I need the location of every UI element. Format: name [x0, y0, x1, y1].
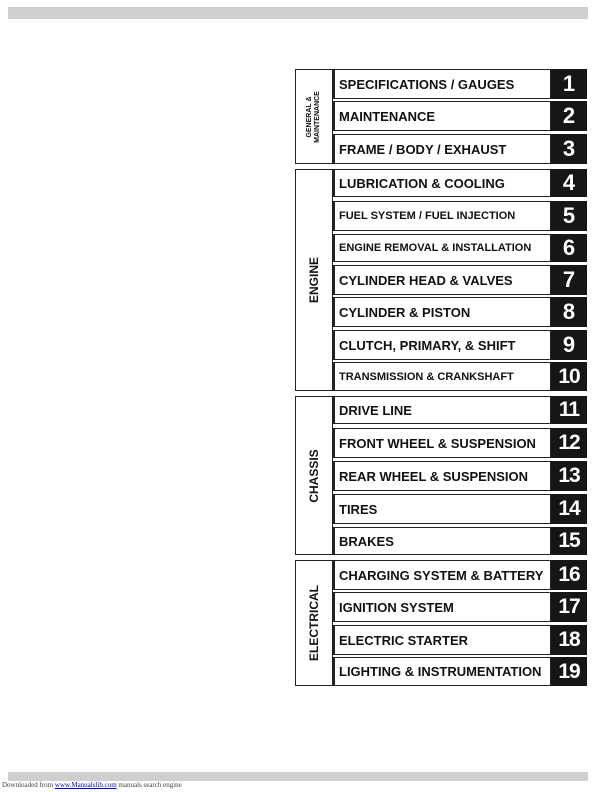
toc-row-5[interactable] [333, 201, 587, 231]
download-footer [2, 781, 182, 789]
toc-row-12[interactable] [333, 428, 587, 458]
chapter-title: SPECIFICATIONS / GAUGES [333, 69, 551, 99]
section-label-box [295, 169, 333, 391]
toc-row-17[interactable] [333, 592, 587, 622]
chapter-number-tab: 9 [551, 330, 587, 360]
toc-row-9[interactable] [333, 330, 587, 360]
toc-row-8[interactable] [333, 297, 587, 327]
chapter-title: FRAME / BODY / EXHAUST [333, 134, 551, 164]
chapter-title: ELECTRIC STARTER [333, 625, 551, 655]
chapter-number-tab: 19 [551, 657, 587, 686]
top-scan-bar [8, 7, 588, 19]
chapter-number-tab: 2 [551, 101, 587, 131]
section-chassis [295, 396, 587, 555]
toc-row-11[interactable] [333, 396, 587, 424]
chapter-title: TRANSMISSION & CRANKSHAFT [333, 362, 551, 391]
bottom-scan-bar [8, 772, 588, 781]
chapter-title: CHARGING SYSTEM & BATTERY [333, 560, 551, 590]
section-label: GENERAL & [306, 95, 313, 138]
toc-row-6[interactable] [333, 234, 587, 262]
chapter-number-tab: 11 [551, 396, 587, 424]
section-label: MAINTENANCE [314, 90, 321, 143]
chapter-title: LUBRICATION & COOLING [333, 169, 551, 197]
chapter-title: BRAKES [333, 527, 551, 555]
chapter-number-tab: 4 [551, 169, 587, 197]
section-label-box [295, 560, 333, 686]
chapter-number-tab: 10 [551, 362, 587, 391]
chapter-number-tab: 17 [551, 592, 587, 622]
chapter-number-tab: 1 [551, 69, 587, 99]
chapter-title: CLUTCH, PRIMARY, & SHIFT [333, 330, 551, 360]
section-engine [295, 169, 587, 391]
toc-row-4[interactable] [333, 169, 587, 197]
chapter-number-tab: 7 [551, 265, 587, 295]
section-general-maintenance [295, 69, 587, 164]
toc-row-2[interactable] [333, 101, 587, 131]
chapter-number-tab: 5 [551, 201, 587, 231]
toc-row-13[interactable] [333, 461, 587, 491]
section-label: ELECTRICAL [307, 585, 321, 661]
toc-row-1[interactable] [333, 69, 587, 99]
toc-row-18[interactable] [333, 625, 587, 655]
chapter-number-tab: 16 [551, 560, 587, 590]
toc-row-15[interactable] [333, 527, 587, 555]
chapter-title: CYLINDER HEAD & VALVES [333, 265, 551, 295]
chapter-number-tab: 12 [551, 428, 587, 458]
chapter-title: DRIVE LINE [333, 396, 551, 424]
chapter-title: REAR WHEEL & SUSPENSION [333, 461, 551, 491]
footer-prefix: Downloaded from [2, 781, 54, 789]
toc-row-10[interactable] [333, 362, 587, 391]
chapter-number-tab: 8 [551, 297, 587, 327]
toc-row-16[interactable] [333, 560, 587, 590]
section-label: CHASSIS [307, 448, 321, 503]
chapter-number-tab: 15 [551, 527, 587, 555]
toc-row-19[interactable] [333, 657, 587, 686]
section-label-box [295, 69, 333, 164]
section-label: ENGINE [307, 256, 321, 304]
toc-row-14[interactable] [333, 494, 587, 524]
section-label-box [295, 396, 333, 555]
chapter-title: FRONT WHEEL & SUSPENSION [333, 428, 551, 458]
chapter-title: ENGINE REMOVAL & INSTALLATION [333, 234, 551, 262]
section-electrical [295, 560, 587, 686]
chapter-number-tab: 14 [551, 494, 587, 524]
chapter-number-tab: 3 [551, 134, 587, 164]
chapter-title: CYLINDER & PISTON [333, 297, 551, 327]
chapter-number-tab: 13 [551, 461, 587, 491]
chapter-title: FUEL SYSTEM / FUEL INJECTION [333, 201, 551, 231]
chapter-title: MAINTENANCE [333, 101, 551, 131]
toc-row-7[interactable] [333, 265, 587, 295]
chapter-title: LIGHTING & INSTRUMENTATION [333, 657, 551, 686]
manualslib-link[interactable]: www.Manualslib.com [54, 781, 117, 789]
toc-row-3[interactable] [333, 134, 587, 164]
chapter-title: IGNITION SYSTEM [333, 592, 551, 622]
chapter-title: TIRES [333, 494, 551, 524]
chapter-number-tab: 6 [551, 234, 587, 262]
chapter-number-tab: 18 [551, 625, 587, 655]
footer-suffix: manuals search engine [118, 781, 182, 789]
